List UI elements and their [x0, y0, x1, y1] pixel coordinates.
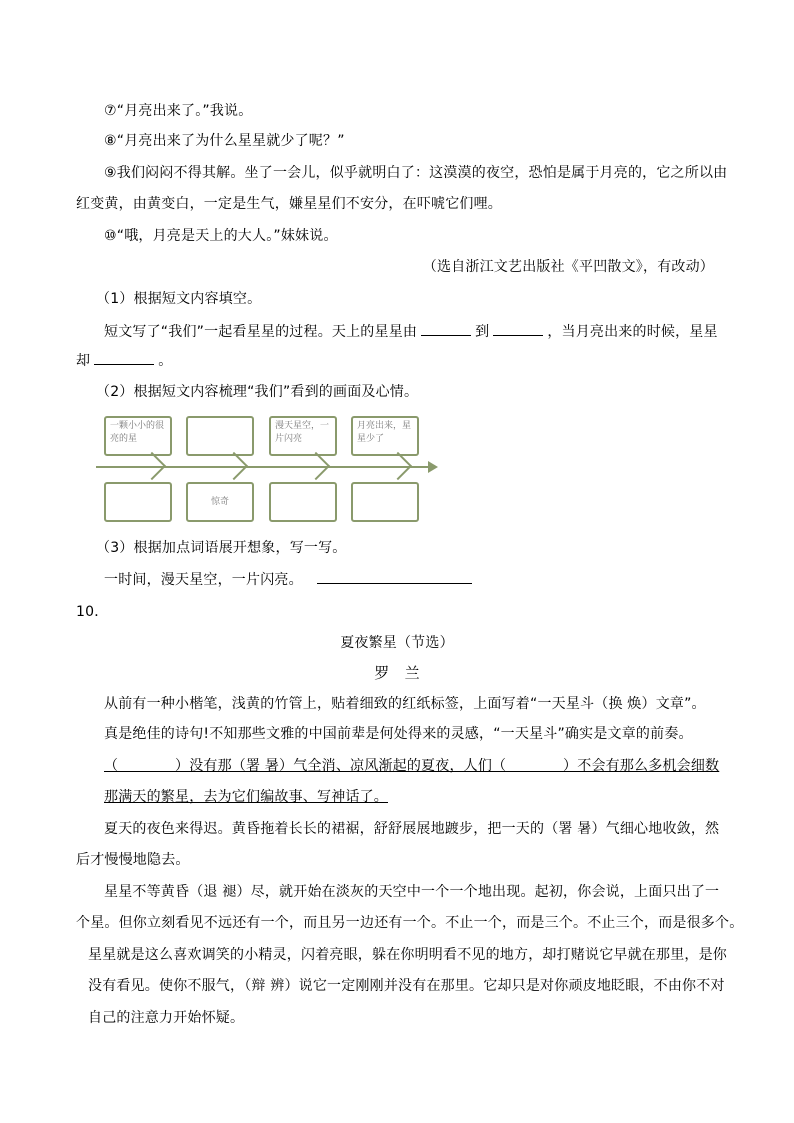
diagram-box-top-4[interactable]: 月亮出来，星星少了 [351, 416, 419, 456]
diagram-box-bottom-4[interactable] [351, 482, 419, 522]
paragraph-10: ⑩“哦，月亮是天上的大人。”妹妹说。 [104, 228, 338, 244]
mood-diagram [96, 410, 441, 528]
paragraph-7: ⑦“月亮出来了。”我说。 [104, 103, 253, 119]
diagram-box-bottom-1[interactable] [104, 482, 172, 522]
passage-line-8: 个星。但你立刻看见不远还有一个，而且另一边还有一个。不止一个，而是三个。不止三个，而是很多个。 [76, 915, 744, 931]
q1-text-c: ，当月亮出来的时候，星星 [547, 324, 718, 340]
fill-blank-1[interactable] [421, 321, 471, 336]
fill-blank-3[interactable] [94, 350, 154, 365]
diagram-box-top-2[interactable] [186, 416, 254, 456]
passage-line-1: 从前有一种小楷笔，浅黄的竹管上，贴着细致的红纸标签，上面写着“一天星斗（换 焕）文章”。 [104, 696, 706, 712]
passage-line-2: 真是绝佳的诗句!不知那些文雅的中国前辈是何处得来的灵感，“一天星斗”确实是文章的前奏。 [104, 726, 693, 742]
diagram-arrowhead [428, 461, 438, 473]
diagram-chevron-1 [138, 452, 166, 480]
paragraph-8: ⑧“月亮出来了为什么星星就少了呢？” [104, 133, 345, 149]
passage-line-3: （ ）没有那（署 暑）气全消、凉风渐起的夏夜，人们（ ）不会有那么多机会细数 [104, 758, 720, 774]
question-3-title: （3）根据加点词语展开想象，写一写。 [96, 540, 347, 556]
passage-line-10: 没有看见。使你不服气，（辩 辨）说它一定刚刚并没有在那里。它却只是对你顽皮地眨眼，不由你不对 [88, 978, 725, 994]
question-1-line-1 [104, 321, 718, 342]
diagram-box-bottom-3[interactable] [269, 482, 337, 522]
passage-line-6: 后才慢慢地隐去。 [76, 852, 190, 868]
diagram-box-bottom-2[interactable]: 惊奇 [186, 482, 254, 522]
diagram-chevron-4 [384, 452, 412, 480]
question-1-title: （1）根据短文内容填空。 [96, 291, 262, 307]
passage-line-4: 那满天的繁星，去为它们编故事、写神话了。 [104, 789, 388, 805]
paragraph-9-line-2: 红变黄，由黄变白，一定是生气，嫌星星们不安分，在吓唬它们哩。 [76, 196, 502, 212]
q3-answer-line[interactable] [317, 569, 472, 584]
diagram-box-top-1[interactable]: 一颗小小的很亮的星 [104, 416, 172, 456]
q1-text-b: 到 [475, 324, 490, 340]
passage-line-5: 夏天的夜色来得迟。黄昏拖着长长的裙裾，舒舒展展地踱步，把一天的（署 暑）气细心地收敛，然 [104, 821, 720, 837]
question-2-title: （2）根据短文内容梳理“我们”看到的画面及心情。 [96, 384, 419, 400]
fill-blank-2[interactable] [493, 321, 543, 336]
q3-text: 一时间，漫天星空，一片闪亮。 [104, 572, 303, 588]
q1-text-a: 短文写了“我们”一起看星星的过程。天上的星星由 [104, 324, 418, 340]
question-3-line [104, 569, 476, 590]
passage-line-7: 星星不等黄昏（退 褪）尽，就开始在淡灰的天空中一个一个地出现。起初，你会说，上面只出了一 [104, 884, 720, 900]
passage-line-11: 自己的注意力开始怀疑。 [88, 1010, 245, 1026]
source-citation: （选自浙江文艺出版社《平凹散文》，有改动） [422, 259, 714, 275]
diagram-chevron-2 [220, 452, 248, 480]
passage-title: 夏夜繁星（节选） [340, 635, 454, 651]
question-1-line-2 [76, 350, 172, 371]
paragraph-9-line-1: ⑨我们闷闷不得其解。坐了一会儿，似乎就明白了：这漠漠的夜空，恐怕是属于月亮的，它之所以由 [104, 165, 728, 181]
diagram-chevron-3 [302, 452, 330, 480]
q1-text-e: 。 [158, 353, 173, 369]
question-10-number: 10． [76, 604, 109, 620]
diagram-box-top-3[interactable]: 漫天星空，一片闪亮 [269, 416, 337, 456]
q1-text-d: 却 [76, 353, 91, 369]
passage-author: 罗 兰 [374, 664, 420, 682]
passage-line-9: 星星就是这么喜欢调笑的小精灵，闪着亮眼，躲在你明明看不见的地方，却打赌说它早就在那里，是你 [88, 947, 727, 963]
